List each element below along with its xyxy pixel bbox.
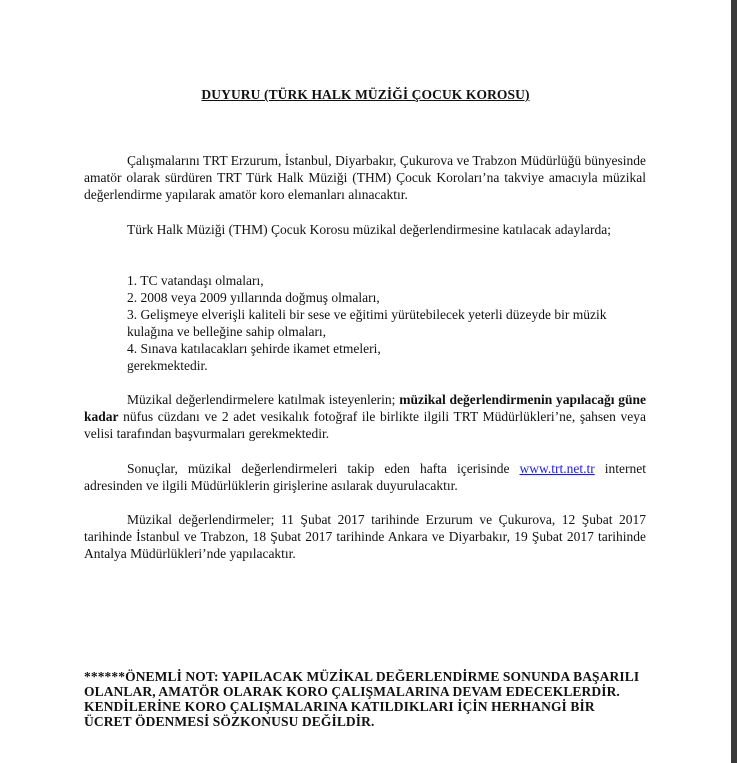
paragraph-application — [84, 391, 646, 442]
list-item: 4. Sınava katılacakları şehirde ikamet etmeleri, — [127, 341, 381, 356]
page-edge-divider — [731, 0, 737, 763]
list-item: gerekmektedir. — [127, 358, 208, 373]
list-item: 3. Gelişmeye elverişli kaliteli bir sese ve eğitimi yürütebilecek yeterli düzeyde bir müzik kulağına ve belleğine sahip olmaları, — [127, 307, 607, 339]
paragraph-intro: Çalışmalarını TRT Erzurum, İstanbul, Diyarbakır, Çukurova ve Trabzon Müdürlüğü bünyesinde amatör olarak sürdüren TRT Türk Halk Müziği (THM) Çocuk Koroları’na takviye amacıyla müzikal değerlendirme yapılarak amatör koro elemanları alınacaktır. — [84, 153, 646, 202]
paragraph-schedule: Müzikal değerlendirmeler; 11 Şubat 2017 tarihinde Erzurum ve Çukurova, 12 Şubat 2017 tarihinde İstanbul ve Trabzon, 18 Şubat 2017 tarihinde Ankara ve Diyarbakır, 19 Şubat 2017 tarihinde Antalya Müdürlükleri’nde yapılacaktır. — [84, 512, 646, 561]
paragraph-application-bold: müzikal değerlendirmenin yapılacağı güne kadar — [84, 392, 646, 424]
paragraph-candidates: Türk Halk Müziği (THM) Çocuk Korosu müzikal değerlendirmesine katılacak adaylarda; — [127, 222, 611, 237]
paragraph-results-post: internet adresinden ve ilgili Müdürlüklerin girişlerine asılarak duyurulacaktır. — [84, 461, 646, 493]
important-note: ******ÖNEMLİ NOT: YAPILACAK MÜZİKAL DEĞERLENDİRME SONUNDA BAŞARILI OLANLAR, AMATÖR OLARAK KORO ÇALIŞMALARINA DEVAM EDECEKLERDİR. KENDİLERİNE KORO ÇALIŞMALARINA KATILDIKLARI İÇİN HERHANGİ BİR ÜCRET ÖDENMESİ SÖZKONUSU DEĞİLDİR. — [84, 669, 640, 729]
paragraph-results-pre: Sonuçlar, müzikal değerlendirmeleri takip eden hafta içerisinde — [127, 461, 520, 476]
list-item: 2. 2008 veya 2009 yıllarında doğmuş olmaları, — [127, 290, 380, 305]
list-item: 1. TC vatandaşı olmaları, — [127, 273, 264, 288]
requirements-list — [127, 272, 647, 374]
paragraph-application-post: nüfus cüzdanı ve 2 adet vesikalık fotoğraf ile birlikte ilgili TRT Müdürlükleri’ne, şahsen veya velisi tarafından başvurmaları gerekmektedir. — [84, 409, 646, 441]
document-title: DUYURU (TÜRK HALK MÜZİĞİ ÇOCUK KOROSU) — [201, 87, 530, 102]
trt-website-link[interactable]: www.trt.net.tr — [519, 461, 595, 476]
paragraph-application-pre: Müzikal değerlendirmelere katılmak isteyenlerin; — [127, 392, 400, 407]
paragraph-results — [84, 460, 646, 494]
